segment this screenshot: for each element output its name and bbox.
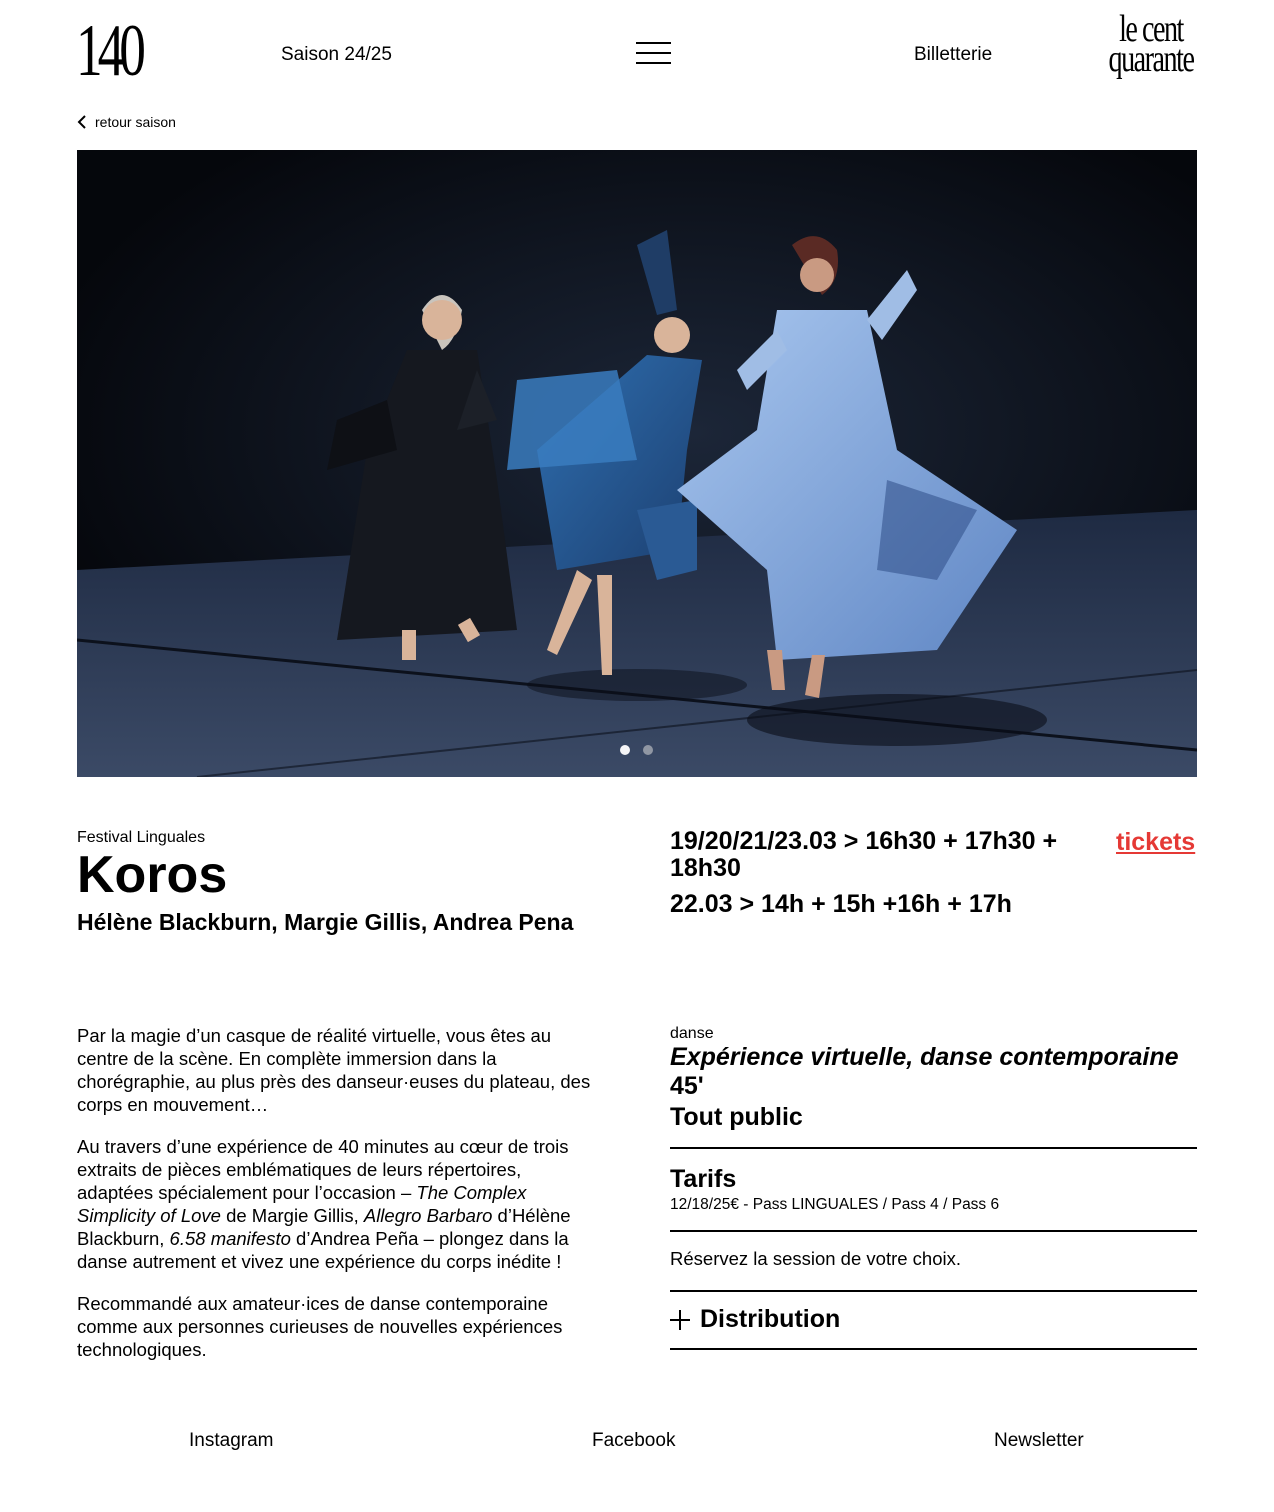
dates-line-2: 22.03 > 14h + 15h +16h + 17h — [670, 890, 1012, 918]
back-link-label: retour saison — [95, 114, 176, 130]
carousel-dots — [620, 745, 653, 755]
event-description — [77, 1024, 597, 1380]
hero-photo-dancers — [77, 150, 1197, 777]
event-audience: Tout public — [670, 1103, 803, 1131]
carousel-dot-2[interactable] — [643, 745, 653, 755]
instagram-link[interactable]: Instagram — [189, 1430, 274, 1451]
divider — [670, 1348, 1197, 1350]
carousel-dot-1[interactable] — [620, 745, 630, 755]
event-artists: Hélène Blackburn, Margie Gillis, Andrea Pena — [77, 909, 574, 935]
genre-label: danse — [670, 1025, 714, 1042]
divider — [670, 1147, 1197, 1149]
work-title-2: Allegro Barbaro — [363, 1205, 493, 1226]
facebook-link[interactable]: Facebook — [592, 1430, 676, 1451]
newsletter-link[interactable]: Newsletter — [994, 1430, 1084, 1451]
season-link[interactable]: Saison 24/25 — [281, 44, 392, 65]
description-paragraph-2: Au travers d’une expérience de 40 minutes au cœur de trois extraits de pièces emblématiques de leurs répertoires, adaptées spécialement pour l’occasion – The Complex Simplicity of Love de Margie Gillis, Allegro Barbaro d’Hélène Blackburn, 6.58 manifesto d’Andrea Peña – plongez dans la danse autrement et vivez une expérience du corps inédite ! — [77, 1136, 571, 1272]
dates-line-1: 19/20/21/23.03 > 16h30 + 17h30 + 18h30 — [670, 827, 1058, 882]
work-title-1: The Complex Simplicity of Love — [77, 1182, 527, 1226]
logo-140[interactable]: 140 — [76, 10, 141, 92]
description-paragraph-1: Par la magie d’un casque de réalité virtuelle, vous êtes au centre de la scène. En complète immersion dans la chorégraphie, au plus près des danseur·euses du plateau, des corps en mouvement… — [77, 1025, 591, 1115]
work-title-3: 6.58 manifesto — [169, 1228, 291, 1249]
back-to-season-link[interactable] — [77, 114, 176, 130]
event-dates — [670, 828, 1100, 918]
tickets-link[interactable]: tickets — [1116, 828, 1196, 856]
hamburger-menu-icon[interactable] — [636, 42, 671, 66]
divider — [670, 1230, 1197, 1232]
logo-le-cent-quarante[interactable] — [1104, 8, 1198, 80]
description-paragraph-3: Recommandé aux amateur·ices de danse contemporaine comme aux personnes curieuses de nouvelles expériences technologiques. — [77, 1293, 563, 1360]
event-info-panel — [670, 1025, 1197, 1132]
ticketing-link[interactable]: Billetterie — [914, 44, 993, 65]
reserve-text: Réservez la session de votre choix. — [670, 1248, 961, 1269]
event-duration: 45' — [670, 1072, 704, 1100]
divider — [670, 1290, 1197, 1292]
festival-label: Festival Linguales — [77, 829, 206, 846]
event-title: Koros — [77, 846, 228, 904]
plus-icon — [670, 1310, 690, 1330]
logo-line-2: quarante — [1108, 38, 1194, 80]
distribution-label: Distribution — [700, 1305, 841, 1333]
tarifs-title: Tarifs — [670, 1165, 737, 1193]
logo-line-1: le cent — [1119, 8, 1183, 50]
tarifs-detail: 12/18/25€ - Pass LINGUALES / Pass 4 / Pass 6 — [670, 1196, 1000, 1213]
distribution-toggle[interactable] — [670, 1305, 840, 1334]
chevron-left-icon — [77, 115, 87, 129]
event-subtitle: Expérience virtuelle, danse contemporaine — [670, 1043, 1179, 1071]
